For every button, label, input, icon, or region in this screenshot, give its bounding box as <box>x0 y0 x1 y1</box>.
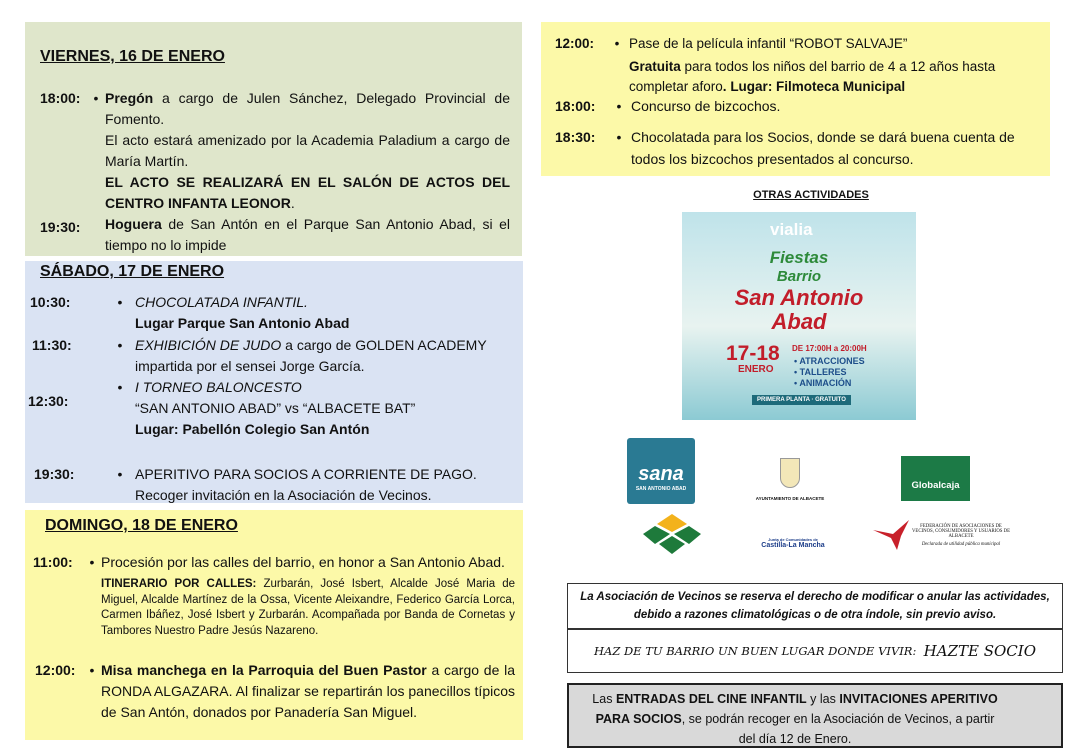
slogan-box <box>567 629 1063 673</box>
poster-text: San Antonio <box>734 285 864 310</box>
event-title: APERITIVO PARA SOCIOS A CORRIENTE DE PAGO. <box>135 466 477 482</box>
event-item <box>555 126 1051 170</box>
logo-text: Castilla-La Mancha <box>761 542 825 549</box>
logo-text: FEDERACIÓN DE ASOCIACIONES DE VECINOS, CONSUMIDORES Y USUARIOS DE ALBACETE <box>911 523 1011 539</box>
event-time: 18:00: <box>555 98 596 114</box>
poster-item: • ANIMACIÓN <box>794 378 852 388</box>
viernes-section <box>25 22 522 256</box>
event-text: a cargo de la RONDA ALGAZARA. Al finalizar se repartirán los panecillos típicos de San Antón, donados por Panadería San Miguel. <box>101 662 515 720</box>
event-title: EXHIBICIÓN DE JUDO <box>135 337 282 353</box>
diamond-logo-icon <box>643 512 701 554</box>
event-title: CHOCOLATADA INFANTIL. <box>135 294 308 310</box>
federacion-logo <box>873 515 1018 555</box>
logo-text: SAN ANTONIO ABAD <box>635 485 687 492</box>
event-time: 19:30: <box>34 466 75 482</box>
info-text: Las <box>592 692 616 706</box>
poster-text: Fiestas <box>769 248 829 267</box>
poster-text: Abad <box>771 309 827 334</box>
bullet-icon: • <box>89 662 95 678</box>
poster-text: Barrio <box>776 268 822 285</box>
bullet-icon: • <box>616 129 622 145</box>
disclaimer-box <box>567 583 1063 629</box>
bird-icon <box>873 520 911 550</box>
event-item <box>30 292 349 334</box>
event-time: 12:00: <box>555 36 595 51</box>
itinerary-text: Zurbarán, José Isbert, Alcalde José Maria de Miguel, Alcalde Martínez de la Ossa, Vicente Aleixandre, Federico García Lorca, Carmen Ibáñez, José Isbert y Zurbarán. Acompañada por Banda de Cornetas y Tambores Nuestro Padre Jesús Nazareno. <box>101 578 515 637</box>
bullet-icon: • <box>616 98 622 114</box>
event-highlight: Gratuita <box>629 59 681 74</box>
coat-of-arms-icon <box>780 458 800 488</box>
sabado-title: SÁBADO, 17 DE ENERO <box>40 263 225 280</box>
event-item <box>34 464 477 506</box>
event-item <box>35 660 515 723</box>
logo-text: Declarada de utilidad pública municipal <box>921 541 1001 547</box>
punctuation: . <box>722 79 731 94</box>
event-time: 12:30: <box>28 393 69 409</box>
bullet-icon: • <box>117 294 123 310</box>
fiestas-poster <box>682 212 916 420</box>
event-time: 11:00: <box>33 554 73 570</box>
event-time: 19:30: <box>40 219 81 235</box>
event-item <box>32 335 505 377</box>
event-title: I TORNEO BALONCESTO <box>135 379 302 395</box>
poster-item: • ATRACCIONES <box>794 356 865 366</box>
event-item <box>33 552 515 639</box>
event-item <box>40 88 510 214</box>
green-yellow-logo <box>643 512 701 554</box>
event-time: 11:30: <box>32 337 72 353</box>
event-item <box>555 96 780 117</box>
itinerary-label: ITINERARIO POR CALLES: <box>101 578 257 590</box>
bullet-icon: • <box>117 379 123 395</box>
poster-month: ENERO <box>738 364 774 375</box>
event-text: para todos los niños del barrio de 4 a 12 años hasta completar aforo <box>629 59 996 94</box>
event-title: Procesión por las calles del barrio, en honor a San Antonio Abad. <box>101 554 505 570</box>
event-venue: Lugar: Pabellón Colegio San Antón <box>135 421 370 437</box>
event-title: Pregón <box>105 90 154 106</box>
event-title: Misa manchega en la Parroquia del Buen Pastor <box>101 662 427 678</box>
domingo-section <box>25 510 523 740</box>
castilla-la-mancha-logo <box>752 517 834 553</box>
sana-logo <box>627 438 695 504</box>
event-text: Recoger invitación en la Asociación de Vecinos. <box>135 487 432 503</box>
viernes-title: VIERNES, 16 DE ENERO <box>40 48 225 65</box>
event-text: “SAN ANTONIO ABAD” vs “ALBACETE BAT” <box>135 400 416 416</box>
event-time: 18:30: <box>555 129 596 145</box>
ayuntamiento-albacete-logo <box>745 453 835 505</box>
event-time: 12:00: <box>35 662 76 678</box>
globalcaja-logo: Globalcaja <box>901 456 970 501</box>
event-time: 18:00: <box>40 90 81 106</box>
logo-text: Junta de Comunidades de <box>768 537 818 542</box>
info-highlight: ENTRADAS DEL CINE INFANTIL <box>615 692 807 706</box>
event-title: Hoguera <box>105 216 162 232</box>
bullet-icon: • <box>89 554 95 570</box>
event-title: Concurso de bizcochos. <box>631 98 781 114</box>
event-venue: Lugar: Filmoteca Municipal <box>730 79 906 94</box>
poster-hours: DE 17:00H a 20:00H <box>792 344 867 353</box>
event-text: de San Antón en el Parque San Antonio Abad, si el tiempo no lo impide <box>105 216 510 253</box>
event-venue: Lugar Parque San Antonio Abad <box>135 315 350 331</box>
info-highlight: INVITACIONES APERITIVO PARA SOCIOS <box>595 692 998 726</box>
info-text: y las <box>806 692 840 706</box>
event-title: Chocolatada para los Socios, donde se dará buena cuenta de todos los bizcochos presentados al concurso. <box>631 129 1015 167</box>
sabado-section <box>25 261 523 503</box>
hazte-socio-cta: HAZTE SOCIO <box>923 642 1036 660</box>
bullet-icon: • <box>117 337 123 353</box>
logo-text: sana <box>638 462 684 485</box>
event-item <box>555 34 1029 97</box>
domingo-title: DOMINGO, 18 DE ENERO <box>45 517 238 534</box>
event-text: El acto estará amenizado por la Academia Paladium a cargo de María Martín. <box>105 132 510 169</box>
info-text: , se podrán recoger en la Asociación de Vecinos, a partir del día 12 de Enero. <box>681 712 995 746</box>
otras-actividades-heading: OTRAS ACTIVIDADES <box>753 189 869 201</box>
poster-footer: PRIMERA PLANTA · GRATUITO <box>752 395 851 405</box>
poster-item: • TALLERES <box>794 367 847 377</box>
event-text: a cargo de GOLDEN ACADEMY impartida por el sensei Jorge García. <box>135 337 487 374</box>
disclaimer-text: La Asociación de Vecinos se reserva el derecho de modificar o anular las actividades, debido a razones climatológicas o de otra índole, sin previo aviso. <box>580 591 1050 621</box>
event-title: Pase de la película infantil “ROBOT SALVAJE” <box>629 36 908 51</box>
vialia-logo: vialia <box>770 220 813 239</box>
info-box <box>567 683 1063 748</box>
bullet-icon: • <box>614 36 620 51</box>
logo-text: AYUNTAMIENTO DE ALBACETE <box>755 495 825 501</box>
event-item <box>28 377 415 440</box>
bullet-icon: • <box>93 90 99 106</box>
poster-dates: 17-18 <box>726 342 780 365</box>
event-text: a cargo de Julen Sánchez, Delegado Provincial de Fomento. <box>105 90 510 127</box>
event-venue: EL ACTO SE REALIZARÁ EN EL SALÓN DE ACTOS DEL CENTRO INFANTA LEONOR <box>105 174 510 211</box>
event-time: 10:30: <box>30 294 71 310</box>
event-item <box>40 214 510 256</box>
event-text: . <box>290 195 295 211</box>
slogan-text: HAZ DE TU BARRIO UN BUEN LUGAR DONDE VIVIR: <box>593 644 917 658</box>
continued-events-section <box>541 22 1050 176</box>
bullet-icon: • <box>117 466 123 482</box>
